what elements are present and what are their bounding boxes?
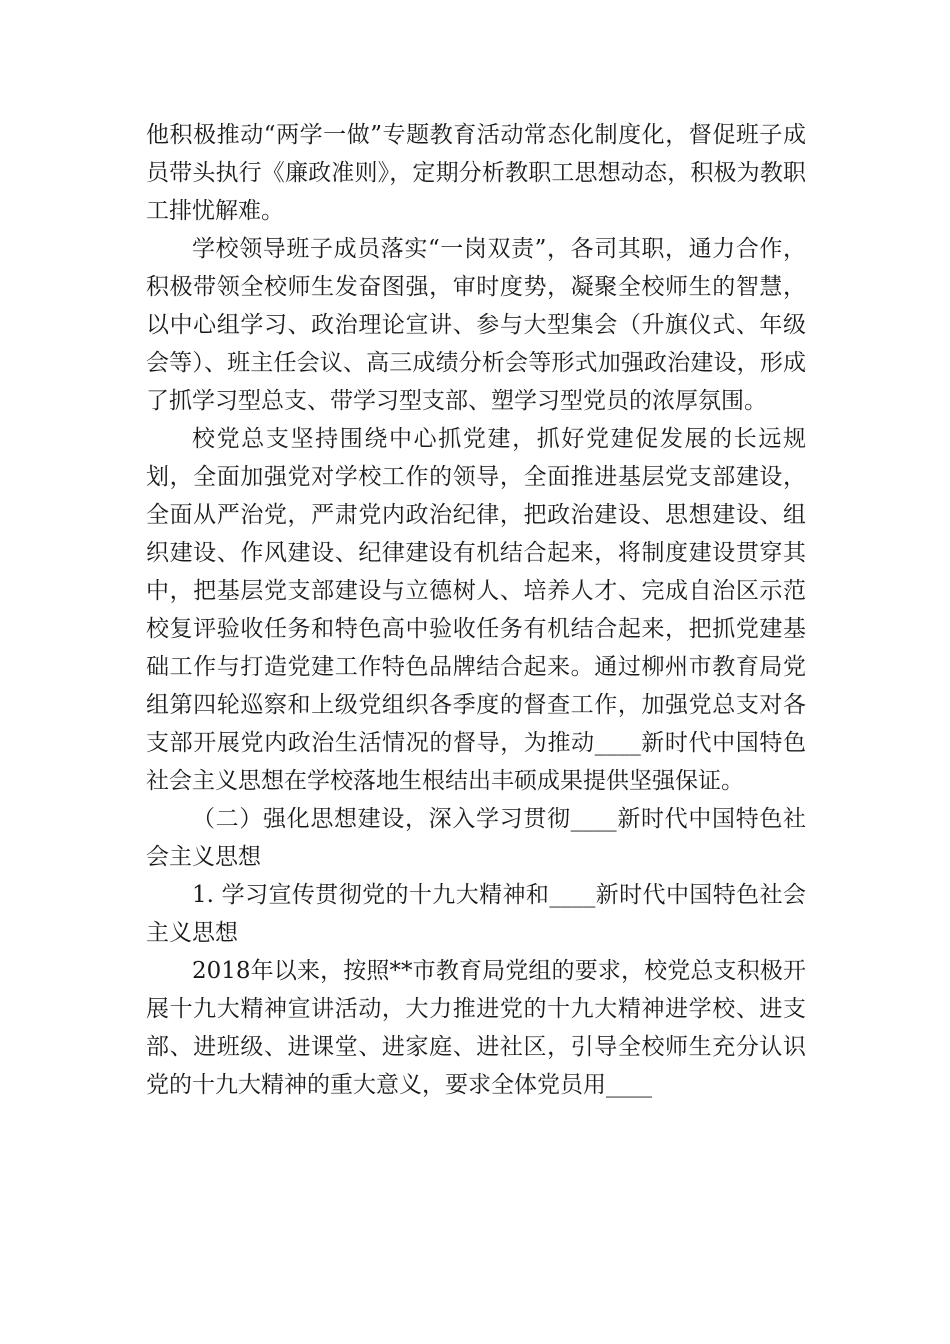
subsection-heading-study-spirit: 1. 学习宣传贯彻党的十九大精神和____新时代中国特色社会主义思想	[146, 882, 806, 946]
paragraph-party-branch: 校党总支坚持围绕中心抓党建，抓好党建促发展的长远规划，全面加强党对学校工作的领导，全面推进基层党支部建设，全面从严治党，严肃党内政治纪律，把政治建设、思想建设、组织建设、作风建设、纪律建设有机结合起来，将制度建设贯穿其中，把基层党支部建设与立德树人、培养人才、完成自治区示范校复评验收任务和特色高中验收任务有机结合起来，把抓党建基础工作与打造党建工作特色品牌结合起来。通过柳州市教育局党组第四轮巡察和上级党组织各季度的督查工作，加强党总支对各支部开展党内政治生活情况的督导，为推动____新时代中国特色社会主义思想在学校落地生根结出丰硕成果提供坚强保证。	[146, 426, 806, 794]
paragraph-2018-activities: 2018年以来，按照**市教育局党组的要求，校党总支积极开展十九大精神宣讲活动，大力推进党的十九大精神进学校、进支部、进班级、进课堂、进家庭、进社区，引导全校师生充分认识党的十九大精神的重大意义，要求全体党员用____	[146, 958, 806, 1098]
section-heading-ideological-building: （二）强化思想建设，深入学习贯彻____新时代中国特色社会主义思想	[146, 806, 806, 870]
paragraph-continuation: 他积极推动“两学一做”专题教育活动常态化制度化，督促班子成员带头执行《廉政准则》，定期分析教职工思想动态，积极为教职工排忧解难。	[146, 122, 806, 224]
paragraph-leadership-team: 学校领导班子成员落实“一岗双责”，各司其职，通力合作，积极带领全校师生发奋图强，审时度势，凝聚全校师生的智慧，以中心组学习、政治理论宣讲、参与大型集会（升旗仪式、年级会等）、班主任会议、高三成绩分析会等形式加强政治建设，形成了抓学习型总支、带学习型支部、塑学习型党员的浓厚氛围。	[146, 236, 806, 414]
document-page	[146, 116, 806, 1104]
